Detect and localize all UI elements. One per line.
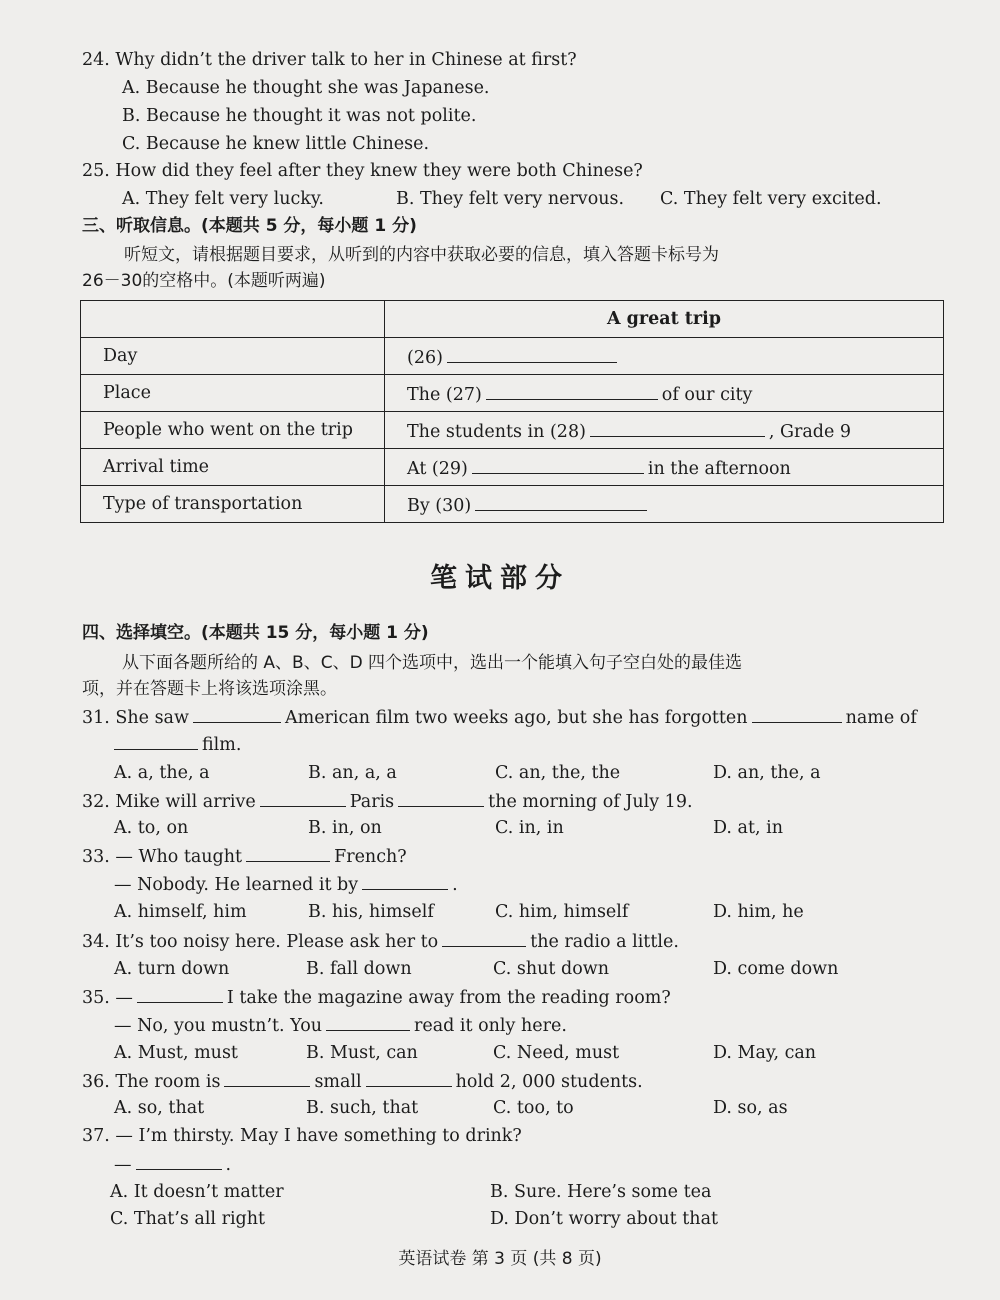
question-31-cont [114, 731, 241, 758]
answer-blank-28[interactable] [590, 418, 765, 437]
option-34d: D. come down [713, 959, 839, 979]
answer-blank [752, 704, 842, 723]
option-33a: A. himself, him [114, 902, 247, 922]
question-text: French? [334, 847, 407, 867]
question-text: 31. She saw [82, 708, 189, 728]
answer-blank-27[interactable] [486, 381, 658, 400]
option-31b: B. an, a, a [308, 763, 397, 783]
option-33b: B. his, himself [308, 902, 434, 922]
question-text: film. [202, 735, 242, 755]
answer-blank [224, 1068, 310, 1087]
option-35a: A. Must, must [114, 1043, 238, 1063]
option-34a: A. turn down [114, 959, 230, 979]
question-text: 35. — [82, 988, 133, 1008]
page-footer: 英语试卷 第 3 页 (共 8 页) [398, 1249, 602, 1269]
option-24c: C. Because he knew little Chinese. [122, 134, 430, 154]
option-37b: B. Sure. Here’s some tea [490, 1182, 712, 1202]
option-25c: C. They felt very excited. [660, 189, 882, 209]
question-text: — No, you mustn’t. You [114, 1016, 323, 1036]
answer-blank [193, 704, 281, 723]
answer-blank-30[interactable] [475, 492, 647, 511]
option-35b: B. Must, can [306, 1043, 418, 1063]
row-label: Arrival time [81, 449, 385, 486]
written-part-title: 笔试部分 [430, 563, 570, 594]
question-text: . [225, 1155, 232, 1175]
answer-blank [326, 1012, 410, 1031]
option-32d: D. at, in [713, 818, 783, 838]
section-4-heading: 四、选择填空。(本题共 15 分，每小题 1 分) [82, 623, 429, 643]
row-label: Day [81, 338, 385, 375]
question-32 [82, 788, 693, 815]
section-3-instruction-line1: 听短文，请根据题目要求，从听到的内容中获取必要的信息，填入答题卡标号为 [124, 245, 719, 265]
option-33c: C. him, himself [495, 902, 629, 922]
answer-blank [442, 928, 526, 947]
option-25b: B. They felt very nervous. [396, 189, 625, 209]
question-text: 33. — Who taught [82, 847, 243, 867]
option-32b: B. in, on [308, 818, 382, 838]
row-answer-prefix: The (27) [407, 385, 482, 405]
question-text: — [114, 1155, 132, 1175]
answer-blank [366, 1068, 452, 1087]
question-text: 36. The room is [82, 1072, 221, 1092]
option-37a: A. It doesn’t matter [110, 1182, 284, 1202]
row-answer-prefix: At (29) [407, 459, 468, 479]
question-text: the morning of July 19. [488, 792, 693, 812]
table-header-empty [81, 301, 385, 338]
question-text: Paris [349, 792, 395, 812]
question-24: 24. Why didn’t the driver talk to her in Chinese at first? [82, 50, 577, 70]
row-answer [385, 338, 944, 375]
answer-blank [260, 788, 346, 807]
option-36d: D. so, as [713, 1098, 788, 1118]
section-4-instruction-line2: 项，并在答题卡上将该选项涂黑。 [82, 679, 337, 699]
row-answer-suffix: in the afternoon [647, 459, 791, 479]
question-36 [82, 1068, 643, 1095]
trip-info-table [80, 300, 944, 523]
question-text: the radio a little. [530, 932, 679, 952]
option-25a: A. They felt very lucky. [122, 189, 324, 209]
option-36c: C. too, to [493, 1098, 574, 1118]
question-text: 32. Mike will arrive [82, 792, 256, 812]
row-label: People who went on the trip [81, 412, 385, 449]
section-3-heading: 三、听取信息。(本题共 5 分，每小题 1 分) [82, 216, 417, 236]
table-row [81, 449, 944, 486]
row-answer [385, 375, 944, 412]
option-36a: A. so, that [114, 1098, 205, 1118]
question-text: . [452, 875, 458, 895]
option-24b: B. Because he thought it was not polite. [122, 106, 477, 126]
question-text: American film two weeks ago, but she has forgotten [284, 708, 748, 728]
question-text: name of [845, 708, 917, 728]
option-31d: D. an, the, a [713, 763, 821, 783]
question-text: read it only here. [414, 1016, 567, 1036]
option-32a: A. to, on [114, 818, 189, 838]
table-row [81, 412, 944, 449]
option-33d: D. him, he [713, 902, 804, 922]
row-answer-suffix: , Grade 9 [768, 422, 852, 442]
option-35c: C. Need, must [493, 1043, 620, 1063]
question-25: 25. How did they feel after they knew they were both Chinese? [82, 161, 643, 181]
table-title: A great trip [385, 301, 944, 338]
answer-blank [246, 843, 330, 862]
row-answer-prefix: By (30) [407, 496, 472, 516]
option-34c: C. shut down [493, 959, 609, 979]
question-37: 37. — I’m thirsty. May I have something to drink? [82, 1126, 522, 1146]
row-answer-suffix: of our city [661, 385, 753, 405]
option-35d: D. May, can [713, 1043, 817, 1063]
row-answer [385, 412, 944, 449]
question-text: I take the magazine away from the reading room? [226, 988, 671, 1008]
question-37-reply [114, 1151, 231, 1178]
row-label: Type of transportation [81, 486, 385, 523]
row-answer [385, 449, 944, 486]
option-31c: C. an, the, the [495, 763, 621, 783]
option-37c: C. That’s all right [110, 1209, 266, 1229]
question-text: small [314, 1072, 362, 1092]
question-33 [82, 843, 407, 870]
option-36b: B. such, that [306, 1098, 419, 1118]
question-text: hold 2, 000 students. [455, 1072, 643, 1092]
question-text: 34. It’s too noisy here. Please ask her to [82, 932, 439, 952]
row-answer [385, 486, 944, 523]
question-35 [82, 984, 671, 1011]
question-31 [82, 704, 917, 731]
answer-blank-26[interactable] [447, 344, 617, 363]
question-text: — Nobody. He learned it by [114, 875, 359, 895]
question-33-reply [114, 871, 458, 898]
table-row [81, 375, 944, 412]
answer-blank [114, 731, 198, 750]
question-35-reply [114, 1012, 567, 1039]
question-34 [82, 928, 679, 955]
table-row [81, 486, 944, 523]
option-32c: C. in, in [495, 818, 564, 838]
answer-blank [398, 788, 484, 807]
option-37d: D. Don’t worry about that [490, 1209, 719, 1229]
answer-blank-29[interactable] [472, 455, 644, 474]
table-row [81, 338, 944, 375]
answer-blank [136, 1151, 222, 1170]
option-34b: B. fall down [306, 959, 412, 979]
option-31a: A. a, the, a [114, 763, 210, 783]
row-label: Place [81, 375, 385, 412]
option-24a: A. Because he thought she was Japanese. [122, 78, 490, 98]
answer-blank [362, 871, 448, 890]
row-answer-prefix: The students in (28) [407, 422, 586, 442]
section-4-instruction-line1: 从下面各题所给的 A、B、C、D 四个选项中，选出一个能填入句子空白处的最佳选 [122, 653, 743, 673]
section-3-instruction-line2: 26－30的空格中。(本题听两遍) [82, 271, 326, 291]
row-answer-prefix: (26) [407, 348, 443, 368]
answer-blank [137, 984, 223, 1003]
